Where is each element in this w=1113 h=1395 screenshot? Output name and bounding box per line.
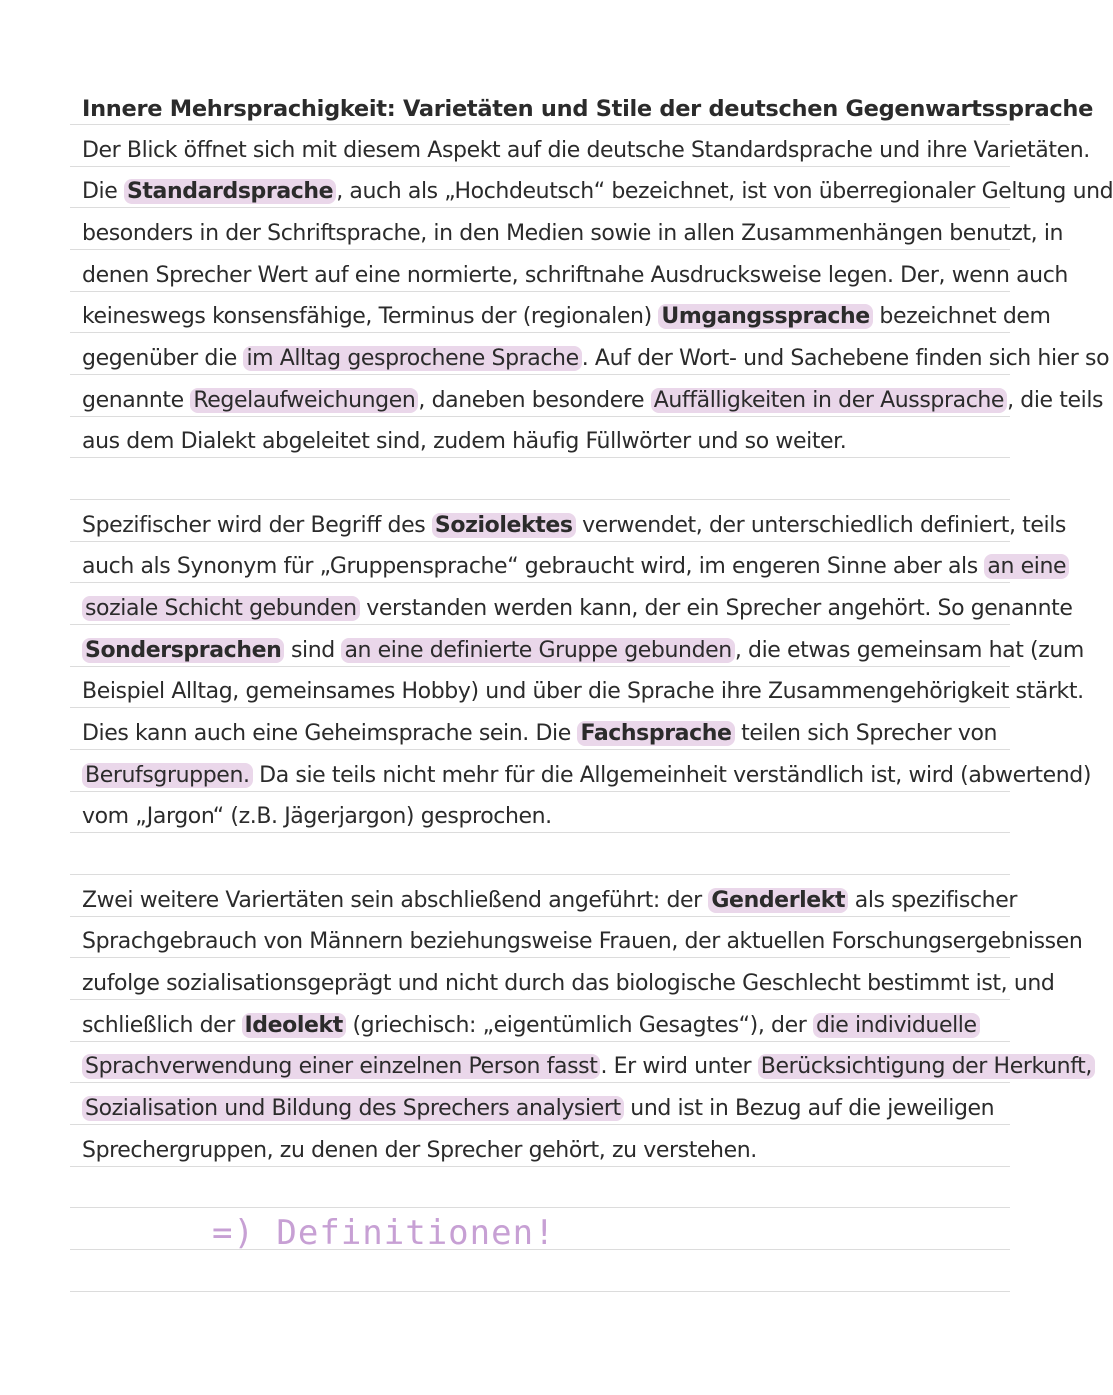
paragraph-3-line-1: [82, 885, 1017, 917]
page-title: Innere Mehrsprachigkeit: Varietäten und Stile der deutschen Gegenwartssprache: [82, 96, 1094, 122]
text-span: , die teils: [1007, 388, 1104, 413]
ruled-line: [70, 1291, 1010, 1292]
text-span: . Auf der Wort- und Sachebene finden sich hier so: [581, 346, 1110, 371]
keyword-fachsprache: Fachsprache: [577, 721, 734, 746]
ruled-line: [70, 499, 1010, 500]
paragraph-3-line-5: [82, 1051, 1092, 1083]
paragraph-2-line-6: [82, 718, 1012, 750]
text-span: , die etwas gemeinsam hat (zum: [734, 638, 1084, 663]
paragraph-2-line-4: [82, 635, 1084, 667]
highlight: die individuelle: [813, 1013, 980, 1038]
highlight: im Alltag gesprochene Sprache: [243, 346, 581, 371]
paragraph-2-line-2: [82, 551, 1067, 583]
text-span: Spezifischer wird der Begriff des: [82, 513, 432, 538]
text-span: Zwei weitere Variertäten sein abschließend angeführt: der: [82, 888, 709, 913]
keyword-umgangssprache: Umgangssprache: [658, 304, 872, 329]
paragraph-2-line-1: [82, 510, 1066, 542]
handwritten-note: =) Definitionen!: [212, 1213, 556, 1253]
text-span: keineswegs konsensfähige, Terminus der (regionalen): [82, 304, 659, 329]
text-span: verstanden werden kann, der ein Sprecher angehört. So genannte: [359, 596, 1073, 621]
paragraph-1-line-7: [82, 385, 1104, 417]
text-span: (griechisch: „eigentümlich Gesagtes“), der: [345, 1013, 813, 1038]
text-span: als spezifischer: [848, 888, 1017, 913]
text-span: gegenüber die: [82, 346, 244, 371]
keyword-soziolektes: Soziolektes: [432, 513, 576, 538]
paragraph-1-line-8: aus dem Dialekt abgeleitet sind, zudem häufig Füllwörter und so weiter.: [82, 429, 847, 454]
paragraph-3-line-2: Sprachgebrauch von Männern beziehungsweise Frauen, der aktuellen Forschungsergebnissen: [82, 929, 1083, 954]
paragraph-2-line-3: [82, 593, 1073, 625]
highlight: Berufsgruppen.: [82, 763, 253, 788]
highlight: Regelaufweichungen: [190, 388, 418, 413]
paragraph-2-line-7: [82, 760, 1092, 792]
text-span: Dies kann auch eine Geheimsprache sein. Die: [82, 721, 578, 746]
text-span: bezeichnet dem: [872, 304, 1051, 329]
keyword-sondersprachen: Sondersprachen: [82, 638, 284, 663]
paragraph-2-line-8: vom „Jargon“ (z.B. Jägerjargon) gesprochen.: [82, 804, 552, 829]
text-span: auch als Synonym für „Gruppensprache“ gebraucht wird, im engeren Sinne aber als: [82, 554, 985, 579]
paragraph-2-line-5: Beispiel Alltag, gemeinsames Hobby) und über die Sprache ihre Zusammengehörigkeit stärkt.: [82, 679, 1084, 704]
ruled-line: [70, 1207, 1010, 1208]
paragraph-1-line-5: [82, 301, 1051, 333]
highlight: soziale Schicht gebunden: [82, 596, 360, 621]
paragraph-1-line-1: Der Blick öffnet sich mit diesem Aspekt auf die deutsche Standardsprache und ihre Varietäten.: [82, 138, 1090, 163]
text-span: und ist in Bezug auf die jeweiligen: [623, 1096, 995, 1121]
highlight: Sozialisation und Bildung des Sprechers analysiert: [82, 1096, 624, 1121]
paragraph-1-line-6: [82, 343, 1110, 375]
text-span: genannte: [82, 388, 191, 413]
ruled-line: [70, 874, 1010, 875]
paragraph-1-line-4: denen Sprecher Wert auf eine normierte, schriftnahe Ausdrucksweise legen. Der, wenn auch: [82, 263, 1068, 288]
keyword-genderlekt: Genderlekt: [708, 888, 848, 913]
text-span: , auch als „Hochdeutsch“ bezeichnet, ist von überregionaler Geltung und: [336, 179, 1113, 204]
text-span: sind: [284, 638, 342, 663]
paragraph-1-line-2: [82, 176, 1113, 208]
paragraph-3-line-4: [82, 1010, 1012, 1042]
text-span: Die: [82, 179, 124, 204]
paragraph-3-line-7: Sprechergruppen, zu denen der Sprecher gehört, zu verstehen.: [82, 1138, 757, 1163]
highlight: Sprachverwendung einer einzelnen Person fasst: [82, 1054, 600, 1079]
text-span: verwendet, der unterschiedlich definiert, teils: [575, 513, 1066, 538]
paragraph-3-line-3: zufolge sozialisationsgeprägt und nicht durch das biologische Geschlecht bestimmt ist, und: [82, 971, 1055, 996]
keyword-standardsprache: Standardsprache: [124, 179, 336, 204]
text-span: teilen sich Sprecher von: [734, 721, 998, 746]
highlight: an eine definierte Gruppe gebunden: [341, 638, 734, 663]
highlight: Auffälligkeiten in der Aussprache: [651, 388, 1007, 413]
text-span: Da sie teils nicht mehr für die Allgemeinheit verständlich ist, wird (abwertend): [252, 763, 1092, 788]
keyword-ideolekt: Ideolekt: [242, 1013, 346, 1038]
text-span: schließlich der: [82, 1013, 242, 1038]
text-span: , daneben besondere: [418, 388, 651, 413]
highlight: an eine: [984, 554, 1069, 579]
paragraph-3-line-6: [82, 1093, 1012, 1125]
highlight: Berücksichtigung der Herkunft,: [758, 1054, 1095, 1079]
paragraph-1-line-3: besonders in der Schriftsprache, in den Medien sowie in allen Zusammenhängen benutzt, in: [82, 221, 1064, 246]
text-span: . Er wird unter: [600, 1054, 758, 1079]
